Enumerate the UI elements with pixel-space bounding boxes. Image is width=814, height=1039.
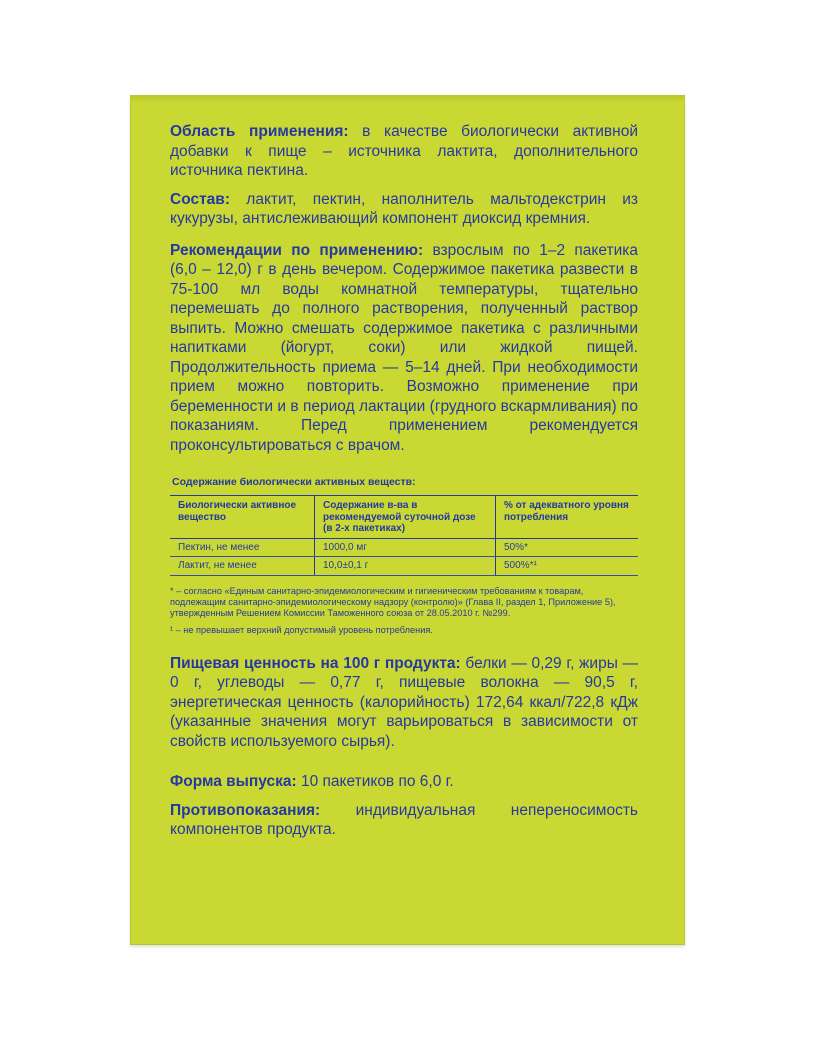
recommendations-label: Рекомендации по применению:	[170, 241, 424, 259]
active-substances-table	[170, 495, 638, 576]
product-package-back	[130, 95, 685, 945]
contraindications-section	[170, 801, 638, 840]
table-header-content: Содержание в-ва в рекомендуемой суточной дозе (в 2-х пакетиках)	[315, 496, 496, 539]
active-substances-block	[170, 476, 638, 636]
table-header-row	[170, 496, 638, 539]
table-header-percent: % от адекватного уровня потребления	[496, 496, 639, 539]
application-label: Область применения:	[170, 123, 349, 140]
release-form-label: Форма выпуска:	[170, 773, 297, 790]
release-form-text: 10 пакетиков по 6,0 г.	[296, 773, 454, 790]
table-cell: Пектин, не менее	[170, 538, 315, 557]
composition-text: лактит, пектин, наполнитель мальтодекстрин из кукурузы, антислеживающий компонент диоксид кремния.	[170, 190, 638, 227]
nutrition-text: белки — 0,29 г, жиры — 0 г, углеводы — 0,77 г, пищевые волокна — 90,5 г, энергетическая ценность (калорийность) 172,64 ккал/722,8 кДж (указанные значения могут варьироваться в зависимости от свойств используемого сырья).	[170, 654, 639, 750]
package-text	[170, 121, 638, 840]
table-row	[170, 557, 638, 576]
table-cell: Лактит, не менее	[170, 557, 315, 576]
application-section	[170, 122, 638, 181]
release-form-section	[170, 772, 638, 792]
nutrition-label: Пищевая ценность на 100 г продукта:	[170, 654, 461, 672]
composition-label: Состав:	[170, 190, 230, 208]
footnote-1: * – согласно «Единым санитарно-эпидемиологическим и гигиеническим требованиям к товарам, подлежащим санитарно-эпидемиологическому надзору (контролю)» (Глава II, раздел 1, Приложение 5), утвержденным Решением Комиссии Таможенного союза от 28.05.2010 г. №299.	[170, 585, 616, 618]
footnote-2: ¹ – не превышает верхний допустимый уровень потребления.	[170, 624, 433, 635]
table-header-substance: Биологически активное вещество	[170, 496, 315, 539]
table-cell: 50%*	[496, 538, 639, 557]
table-cell: 1000,0 мг	[315, 538, 496, 557]
contraindications-label: Противопоказания:	[170, 801, 321, 819]
recommendations-section	[170, 241, 638, 456]
composition-section	[170, 190, 638, 229]
table-cell: 500%*¹	[496, 557, 639, 576]
application-text: в качестве биологически активной добавки к пище – источника лактита, дополнительного источника пектина.	[170, 123, 638, 179]
footnotes	[170, 586, 638, 636]
table-cell: 10,0±0,1 г	[315, 557, 496, 576]
nutrition-section	[170, 654, 638, 752]
recommendations-text: взрослым по 1–2 пакетика (6,0 – 12,0) г в день вечером. Содержимое пакетика развести в 75-100 мл воды комнатной температуры, тщательно перемешать до полного растворения, полученный раствор выпить. Можно смешать содержимое пакетика с различными напитками (йогурт, соки) или жидкой пищей. Продолжительность приема — 5–14 дней. При необходимости прием можно повторить. Возможно применение при беременности и в период лактации (грудного вскармливания) по показаниям. Перед применением рекомендуется проконсультироваться с врачом.	[170, 241, 638, 454]
contraindications-text: индивидуальная непереносимость компонентов продукта.	[170, 801, 638, 838]
table-row	[170, 538, 638, 557]
table-title: Содержание биологически активных веществ:	[172, 476, 416, 488]
